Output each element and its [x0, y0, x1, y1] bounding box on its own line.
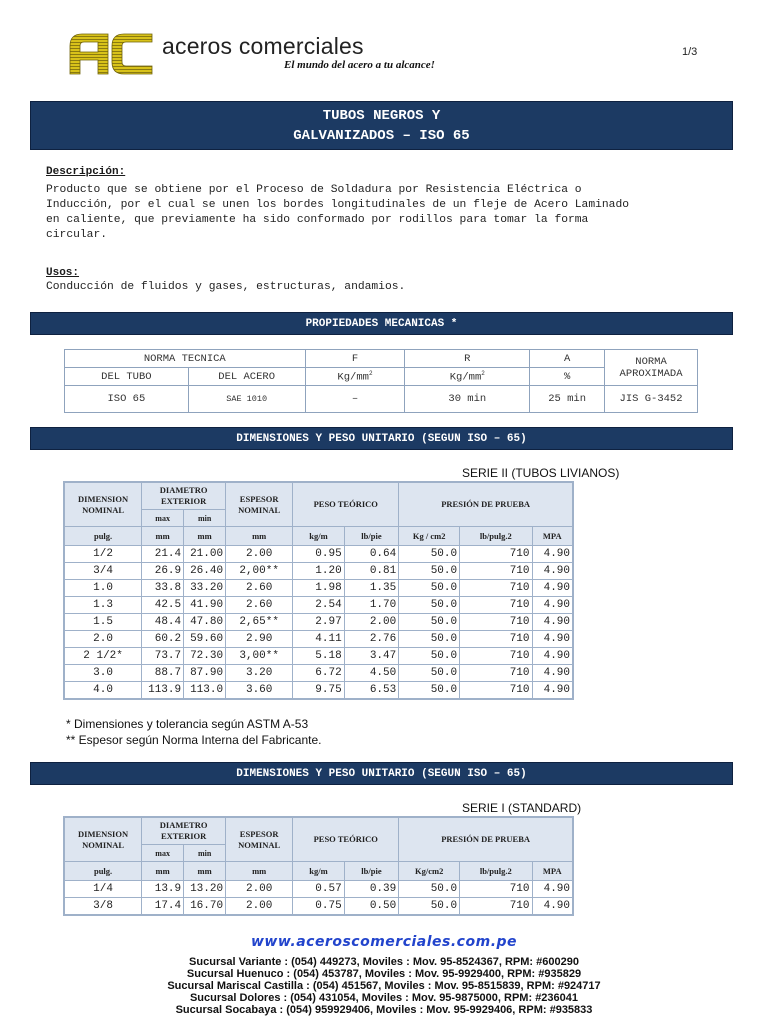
kgcm2-cell: 50.0: [399, 881, 460, 898]
lbpie-cell: 0.50: [344, 898, 399, 916]
branch-line: Sucursal Socabaya : (054) 959929406, Moviles : Mov. 95-9929406, RPM: #935833: [175, 1004, 593, 1016]
table-row: [64, 580, 573, 597]
a-value: 25 min: [530, 386, 605, 413]
lbpulg2-unit: lb/pulg.2: [460, 862, 532, 881]
mpa-cell: 4.90: [532, 580, 573, 597]
espesor-nominal-header: [226, 817, 293, 862]
table-row: [64, 563, 573, 580]
diam-min-cell: 87.90: [184, 665, 226, 682]
espesor-cell: 2.90: [226, 631, 293, 648]
dimension-cell: 3/4: [64, 563, 142, 580]
descripcion-text: [46, 183, 736, 243]
diam-max-cell: 13.9: [142, 881, 184, 898]
f-value: –: [305, 386, 405, 413]
acero-value: SAE 1010: [188, 386, 305, 413]
dimensions-bar-2: DIMENSIONES Y PESO UNITARIO (SEGUN ISO – 65): [30, 762, 733, 785]
lbpie-unit: lb/pie: [344, 527, 399, 546]
lbpie-cell: 6.53: [344, 682, 399, 700]
table-row: [64, 614, 573, 631]
diam-max-cell: 26.9: [142, 563, 184, 580]
diam-min-cell: 21.00: [184, 546, 226, 563]
diam-max-cell: 73.7: [142, 648, 184, 665]
mm-unit: mm: [142, 527, 184, 546]
kgcm2-cell: 50.0: [399, 648, 460, 665]
kgm-unit: kg/m: [293, 527, 344, 546]
footnotes: [66, 716, 321, 748]
norma-tecnica-header: NORMA TECNICA: [65, 350, 306, 368]
diam-min-cell: 59.60: [184, 631, 226, 648]
del-tubo-header: DEL TUBO: [65, 368, 189, 386]
serie-ii-table: [63, 481, 574, 700]
unit-sup: 2: [481, 369, 485, 377]
mpa-cell: 4.90: [532, 898, 573, 916]
table-row: [64, 881, 573, 898]
lbpulg2-cell: 710: [460, 614, 532, 631]
unit-text: Kg/mm: [449, 371, 482, 384]
branch-line: Sucursal Huenuco : (054) 453787, Moviles : Mov. 95-9929400, RPM: #935829: [186, 968, 582, 980]
usos-heading: Usos:: [46, 267, 80, 279]
mm-unit: mm: [226, 862, 293, 881]
espesor-cell: 2.60: [226, 580, 293, 597]
kgcm2-unit: Kg / cm2: [399, 527, 460, 546]
espesor-nominal-header: [226, 482, 293, 527]
diam-max-cell: 88.7: [142, 665, 184, 682]
header-line: NOMINAL: [238, 839, 281, 850]
peso-teorico-header: PESO TEÓRICO: [293, 482, 399, 527]
espesor-cell: 3.20: [226, 665, 293, 682]
diam-max-cell: 33.8: [142, 580, 184, 597]
diam-min-cell: 72.30: [184, 648, 226, 665]
f-unit: [305, 368, 405, 386]
diametro-exterior-header: [142, 482, 226, 510]
mpa-cell: 4.90: [532, 614, 573, 631]
pulg-unit: pulg.: [64, 862, 142, 881]
dimension-cell: 1.5: [64, 614, 142, 631]
lbpulg2-cell: 710: [460, 665, 532, 682]
header-line: DIMENSION: [78, 493, 129, 504]
lbpie-cell: 0.39: [344, 881, 399, 898]
diam-max-cell: 60.2: [142, 631, 184, 648]
kgm-cell: 6.72: [293, 665, 344, 682]
descripcion-line: Producto que se obtiene por el Proceso de Soldadura por Resistencia Eléctrica o: [46, 184, 582, 196]
serie-i-label: SERIE I (STANDARD): [462, 801, 582, 815]
dimension-nominal-header: [64, 482, 142, 527]
diam-min-cell: 113.0: [184, 682, 226, 700]
kgcm2-cell: 50.0: [399, 563, 460, 580]
kgm-cell: 2.54: [293, 597, 344, 614]
mpa-cell: 4.90: [532, 631, 573, 648]
table-row: [64, 546, 573, 563]
dimension-cell: 3/8: [64, 898, 142, 916]
mm-unit: mm: [142, 862, 184, 881]
espesor-cell: 2,00**: [226, 563, 293, 580]
diam-min-cell: 33.20: [184, 580, 226, 597]
header-line: NOMINAL: [238, 504, 281, 515]
header-line: NOMINAL: [82, 504, 125, 515]
header-line: DIMENSION: [78, 828, 129, 839]
kgcm2-cell: 50.0: [399, 614, 460, 631]
espesor-cell: 2.60: [226, 597, 293, 614]
kgcm2-cell: 50.0: [399, 580, 460, 597]
diam-max-cell: 113.9: [142, 682, 184, 700]
dimension-cell: 3.0: [64, 665, 142, 682]
lbpie-cell: 4.50: [344, 665, 399, 682]
lbpie-cell: 3.47: [344, 648, 399, 665]
diam-max-cell: 17.4: [142, 898, 184, 916]
table-row: [64, 597, 573, 614]
lbpulg2-cell: 710: [460, 881, 532, 898]
diam-max-cell: 21.4: [142, 546, 184, 563]
lbpulg2-cell: 710: [460, 898, 532, 916]
title-line-1: TUBOS NEGROS Y: [322, 108, 441, 124]
lbpie-cell: 0.64: [344, 546, 399, 563]
mpa-cell: 4.90: [532, 597, 573, 614]
table-row: [64, 648, 573, 665]
lbpulg2-cell: 710: [460, 631, 532, 648]
dimension-cell: 1.0: [64, 580, 142, 597]
a-unit: %: [530, 368, 605, 386]
dimension-cell: 4.0: [64, 682, 142, 700]
kgm-cell: 1.20: [293, 563, 344, 580]
diam-max-cell: 48.4: [142, 614, 184, 631]
espesor-cell: 2.00: [226, 898, 293, 916]
unit-sup: 2: [368, 369, 373, 377]
kgcm2-cell: 50.0: [399, 597, 460, 614]
diam-min-cell: 41.90: [184, 597, 226, 614]
diam-min-cell: 47.80: [184, 614, 226, 631]
mpa-cell: 4.90: [532, 546, 573, 563]
brand-tagline: El mundo del acero a tu alcance!: [284, 59, 435, 71]
lbpulg2-cell: 710: [460, 682, 532, 700]
dimension-cell: 1/2: [64, 546, 142, 563]
espesor-cell: 2,65**: [226, 614, 293, 631]
serie-i-table: [63, 816, 574, 916]
mpa-cell: 4.90: [532, 881, 573, 898]
mechanical-properties-bar: PROPIEDADES MECANICAS *: [30, 312, 733, 335]
header-line: NOMINAL: [82, 839, 125, 850]
lbpulg2-cell: 710: [460, 597, 532, 614]
dimension-cell: 1/4: [64, 881, 142, 898]
dimension-nominal-header: [64, 817, 142, 862]
lbpulg2-cell: 710: [460, 580, 532, 597]
usos-text: Conducción de fluidos y gases, estructuras, andamios.: [46, 281, 406, 293]
lbpulg2-cell: 710: [460, 563, 532, 580]
kgm-cell: 2.97: [293, 614, 344, 631]
diam-min-cell: 26.40: [184, 563, 226, 580]
max-header: max: [142, 845, 184, 862]
min-header: min: [184, 845, 226, 862]
diam-min-cell: 13.20: [184, 881, 226, 898]
norma-aprox-line: NORMA: [635, 355, 667, 368]
diam-max-cell: 42.5: [142, 597, 184, 614]
norma-aprox-line: APROXIMADA: [619, 367, 683, 380]
norma-aproximada-header: [605, 350, 698, 386]
espesor-cell: 3,00**: [226, 648, 293, 665]
lbpie-cell: 1.70: [344, 597, 399, 614]
branch-line: Sucursal Mariscal Castilla : (054) 451567, Moviles : Mov. 95-8515839, RPM: #924717: [167, 980, 601, 992]
mm-unit: mm: [184, 862, 226, 881]
title-line-2: GALVANIZADOS – ISO 65: [293, 128, 470, 144]
kgm-cell: 0.57: [293, 881, 344, 898]
lbpulg2-cell: 710: [460, 648, 532, 665]
mpa-cell: 4.90: [532, 682, 573, 700]
f-header: F: [305, 350, 405, 368]
kgm-unit: kg/m: [293, 862, 344, 881]
website-link[interactable]: www.aceroscomerciales.com.pe: [250, 934, 518, 950]
header-line: ESPESOR: [239, 493, 279, 504]
table-row: [64, 682, 573, 700]
serie-ii-label: SERIE II (TUBOS LIVIANOS): [462, 466, 620, 480]
header-line: ESPESOR: [239, 828, 279, 839]
a-header: A: [530, 350, 605, 368]
lbpulg2-unit: lb/pulg.2: [460, 527, 532, 546]
del-acero-header: DEL ACERO: [188, 368, 305, 386]
kgcm2-cell: 50.0: [399, 546, 460, 563]
mm-unit: mm: [184, 527, 226, 546]
branch-line: Sucursal Dolores : (054) 431054, Moviles : Mov. 95-9875000, RPM: #236041: [189, 992, 579, 1004]
kgm-cell: 0.95: [293, 546, 344, 563]
r-unit: [405, 368, 530, 386]
peso-teorico-header: PESO TEÓRICO: [293, 817, 399, 862]
pulg-unit: pulg.: [64, 527, 142, 546]
dimension-cell: 2 1/2*: [64, 648, 142, 665]
mpa-unit: MPA: [532, 527, 573, 546]
kgm-cell: 0.75: [293, 898, 344, 916]
lbpie-cell: 2.00: [344, 614, 399, 631]
brand-name: aceros comerciales: [162, 33, 364, 59]
mpa-cell: 4.90: [532, 648, 573, 665]
unit-text: Kg/mm: [337, 371, 369, 384]
max-header: max: [142, 510, 184, 527]
mechanical-properties-table: [64, 349, 698, 413]
kgm-cell: 5.18: [293, 648, 344, 665]
descripcion-heading: Descripción:: [46, 166, 126, 178]
norma-value: JIS G-3452: [605, 386, 698, 413]
table-row: [64, 898, 573, 916]
espesor-cell: 2.00: [226, 881, 293, 898]
kgm-cell: 9.75: [293, 682, 344, 700]
kgm-cell: 4.11: [293, 631, 344, 648]
header-line: DIAMETRO: [159, 820, 208, 830]
company-logo: [68, 30, 154, 76]
dimensions-bar: DIMENSIONES Y PESO UNITARIO (SEGUN ISO – 65): [30, 427, 733, 450]
document-title: [30, 101, 733, 150]
descripcion-line: Inducción, por el cual se unen los bordes longitudinales de un fleje de Acero Laminado: [46, 199, 630, 211]
kgcm2-unit: Kg/cm2: [399, 862, 460, 881]
lbpie-unit: lb/pie: [344, 862, 399, 881]
mm-unit: mm: [226, 527, 293, 546]
diametro-exterior-header: [142, 817, 226, 845]
mpa-cell: 4.90: [532, 665, 573, 682]
tubo-value: ISO 65: [65, 386, 189, 413]
header-line: EXTERIOR: [160, 831, 207, 841]
espesor-cell: 2.00: [226, 546, 293, 563]
lbpie-cell: 2.76: [344, 631, 399, 648]
header-line: DIAMETRO: [159, 485, 208, 495]
table-row: [64, 665, 573, 682]
kgcm2-cell: 50.0: [399, 682, 460, 700]
presion-header: PRESIÓN DE PRUEBA: [399, 817, 573, 862]
mpa-cell: 4.90: [532, 563, 573, 580]
diam-min-cell: 16.70: [184, 898, 226, 916]
footnote: * Dimensiones y tolerancia según ASTM A-53: [66, 717, 309, 731]
kgm-cell: 1.98: [293, 580, 344, 597]
descripcion-line: circular.: [46, 229, 108, 241]
page-number: 1/3: [682, 46, 698, 58]
r-header: R: [405, 350, 530, 368]
kgcm2-cell: 50.0: [399, 665, 460, 682]
footnote: ** Espesor según Norma Interna del Fabricante.: [66, 733, 322, 747]
min-header: min: [184, 510, 226, 527]
descripcion-line: en caliente, que previamente ha sido conformado por rodillos para tomar la forma: [46, 214, 589, 226]
dimension-cell: 2.0: [64, 631, 142, 648]
lbpulg2-cell: 710: [460, 546, 532, 563]
kgcm2-cell: 50.0: [399, 898, 460, 916]
kgcm2-cell: 50.0: [399, 631, 460, 648]
presion-header: PRESIÓN DE PRUEBA: [399, 482, 573, 527]
branch-line: Sucursal Variante : (054) 449273, Moviles : Mov. 95-8524367, RPM: #600290: [189, 956, 579, 968]
lbpie-cell: 1.35: [344, 580, 399, 597]
dimension-cell: 1.3: [64, 597, 142, 614]
header-line: EXTERIOR: [160, 496, 207, 506]
mpa-unit: MPA: [532, 862, 573, 881]
lbpie-cell: 0.81: [344, 563, 399, 580]
espesor-cell: 3.60: [226, 682, 293, 700]
table-row: [64, 631, 573, 648]
r-value: 30 min: [405, 386, 530, 413]
